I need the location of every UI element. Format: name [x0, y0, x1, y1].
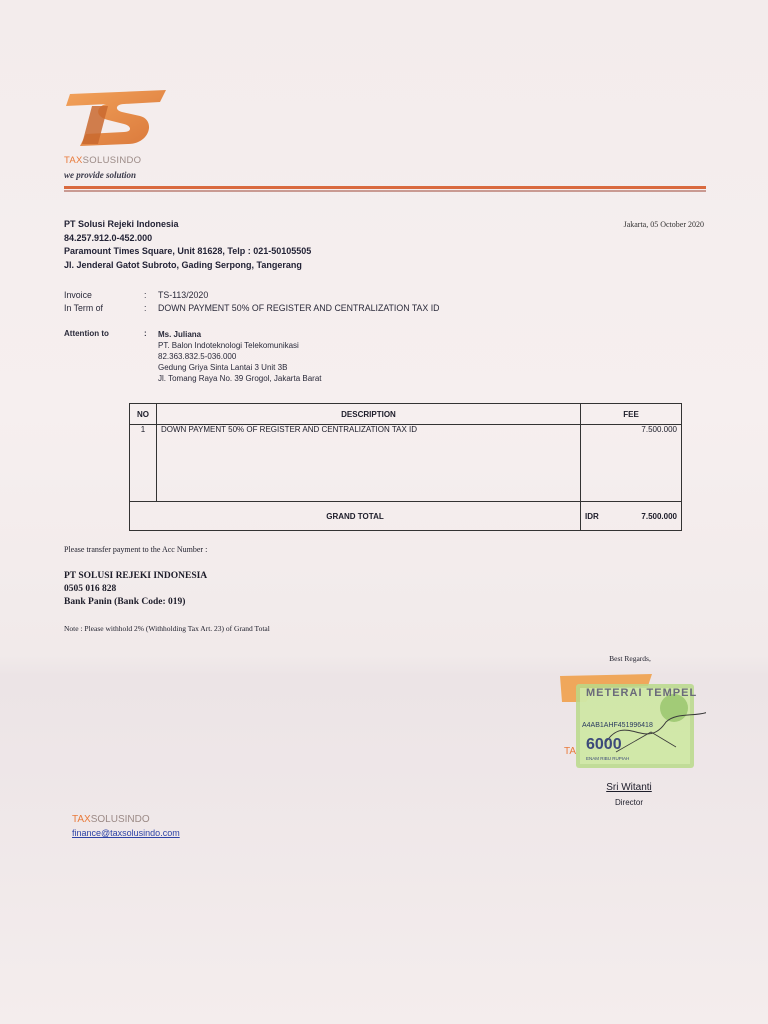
svg-text:TA: TA [564, 746, 577, 757]
row-description: DOWN PAYMENT 50% OF REGISTER AND CENTRALIZATION TAX ID [157, 425, 581, 502]
grand-total-value: 7.500.000 [641, 511, 677, 521]
account-block [64, 570, 207, 609]
term-label: In Term of [64, 303, 103, 313]
company-name: PT Solusi Rejeki Indonesia [64, 219, 179, 229]
bank-name: Bank Panin (Bank Code: 019) [64, 597, 186, 607]
stamp-serial: A4AB1AHF451996418 [582, 722, 653, 729]
signer-role: Director [614, 798, 643, 807]
header-description: DESCRIPTION [157, 404, 581, 425]
invoice-colon: : [144, 290, 147, 300]
term-value: DOWN PAYMENT 50% OF REGISTER AND CENTRALIZATION TAX ID [158, 303, 440, 313]
header-rule [64, 186, 706, 189]
invoice-info [64, 290, 440, 316]
invoice-label: Invoice [64, 290, 92, 300]
footer-brand: TAXSOLUSINDO [72, 814, 150, 825]
signer-name: Sri Witanti [606, 782, 652, 793]
invoice-date: Jakarta, 05 October 2020 [623, 220, 704, 229]
account-number: 0505 016 828 [64, 584, 117, 594]
table-header-row [130, 404, 682, 425]
best-regards: Best Regards, [609, 654, 651, 663]
company-tax-id: 84.257.912.0-452.000 [64, 232, 153, 243]
grand-total-row [130, 502, 682, 531]
grand-total-cell [581, 502, 682, 531]
stamp-value: 6000 [586, 736, 622, 753]
attention-line: Jl. Tomang Raya No. 39 Grogol, Jakarta Barat [158, 374, 322, 383]
attention-line: PT. Balon Indoteknologi Telekomunikasi [158, 341, 299, 350]
row-no: 1 [130, 425, 157, 502]
stamp-title: METERAI TEMPEL [586, 687, 698, 699]
attention-line: Ms. Juliana [158, 330, 202, 339]
attention-line: Gedung Griya Sinta Lantai 3 Unit 3B [158, 363, 288, 372]
company-address-2: Jl. Jenderal Gatot Subroto, Gading Serpong, Tangerang [64, 259, 302, 270]
attention-block [64, 329, 322, 384]
brand-tagline: we provide solution [64, 170, 137, 180]
header-fee: FEE [581, 404, 682, 425]
taxsolusindo-logo [62, 90, 168, 146]
attention-colon: : [144, 329, 147, 338]
attention-line: 82.363.832.5-036.000 [158, 352, 237, 361]
header-no: NO [130, 404, 157, 425]
company-block [64, 218, 311, 272]
company-address-1: Paramount Times Square, Unit 81628, Telp : 021-50105505 [64, 246, 312, 256]
footer-email-link[interactable]: finance@taxsolusindo.com [72, 828, 180, 838]
table-row [130, 425, 682, 502]
invoice-table [129, 403, 682, 531]
withholding-note: Note : Please withhold 2% (Withholding Tax Art. 23) of Grand Total [64, 624, 270, 633]
currency: IDR [585, 511, 599, 521]
stamp-words: ENAM RIBU RUPIAH [586, 756, 630, 761]
attention-label: Attention to [64, 329, 109, 338]
meterai-stamp [556, 672, 706, 772]
account-name: PT SOLUSI REJEKI INDONESIA [64, 571, 208, 581]
invoice-number: TS-113/2020 [158, 290, 209, 300]
grand-total-label: GRAND TOTAL [130, 502, 581, 531]
header-rule-secondary [64, 190, 706, 192]
payment-instruction: Please transfer payment to the Acc Number : [64, 545, 208, 554]
brand-name: TAXSOLUSINDO [64, 155, 142, 166]
term-colon: : [144, 303, 147, 313]
row-fee: 7.500.000 [581, 425, 682, 502]
